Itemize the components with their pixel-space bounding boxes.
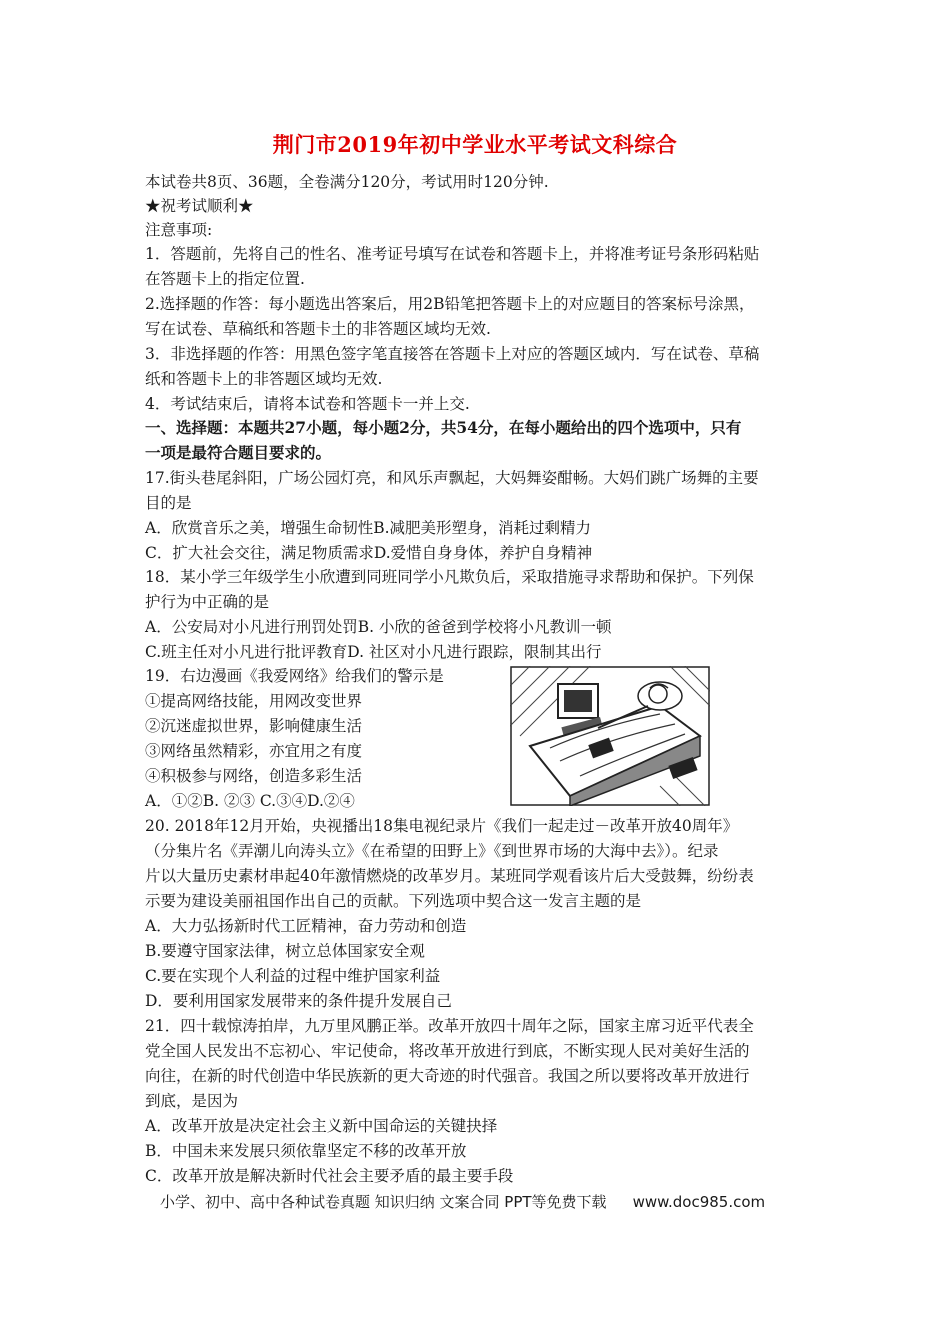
question-21: 到底，是因为 — [145, 1092, 239, 1110]
section-heading: 一、选择题：本题共27小题，每小题2分，共54分，在每小题给出的四个选项中，只有 — [145, 418, 742, 437]
q18-option: C.班主任对小凡进行批评教育D. 社区对小凡进行跟踪，限制其出行 — [145, 643, 602, 661]
q21-option: C．改革开放是解决新时代社会主要矛盾的最主要手段 — [145, 1167, 514, 1185]
question-19: 19．右边漫画《我爱网络》给我们的警示是 — [145, 667, 444, 685]
question-21: 党全国人民发出不忘初心、牢记使命，将改革开放进行到底，不断实现人民对美好生活的 — [145, 1042, 750, 1060]
question-21: 21．四十载惊涛拍岸，九万里风鹏正举。改革开放四十周年之际，国家主席习近平代表全 — [145, 1017, 754, 1035]
note-line: 2.选择题的作答：每小题选出答案后，用2B铅笔把答题卡上的对应题目的答案标号涂黑， — [145, 295, 755, 313]
question-18: 18．某小学三年级学生小欣遭到同班同学小凡欺负后，采取措施寻求帮助和保护。下列保 — [145, 568, 754, 586]
question-18: 护行为中正确的是 — [145, 593, 270, 611]
q20-option: C.要在实现个人利益的过程中维护国家利益 — [145, 967, 441, 985]
note-line: 3．非选择题的作答：用黑色签字笔直接答在答题卡上对应的答题区域内．写在试卷、草稿 — [145, 345, 760, 363]
q17-option: A．欣赏音乐之美，增强生命韧性B.减肥美形塑身，消耗过剩精力 — [145, 519, 592, 537]
footer-text: 小学、初中、高中各种试卷真题 知识归纳 文案合同 PPT等免费下载 — [160, 1193, 607, 1211]
question-20: 20. 2018年12月开始，央视播出18集电视纪录片《我们一起走过－改革开放40周年》 — [145, 817, 739, 835]
note-line: 在答题卡上的指定位置. — [145, 270, 305, 288]
note-line: 纸和答题卡上的非答题区域均无效. — [145, 370, 383, 388]
cartoon-illustration — [510, 666, 710, 806]
exam-info: 本试卷共8页、36题，全卷满分120分，考试用时120分钟. — [145, 173, 549, 191]
q21-option: A．改革开放是决定社会主义新中国命运的关键抉择 — [145, 1117, 498, 1135]
question-20: 片以大量历史素材串起40年激情燃烧的改革岁月。某班同学观看该片后大受鼓舞，纷纷表 — [145, 867, 754, 885]
q19-statement: ②沉迷虚拟世界，影响健康生活 — [145, 717, 363, 735]
q17-option: C．扩大社会交往，满足物质需求D.爱惜自身身体，养护自身精神 — [145, 544, 593, 562]
note-line: 1．答题前，先将自己的性名、准考证号填写在试卷和答题卡上，并将准考证号条形码粘贴 — [145, 245, 760, 263]
question-20: 示要为建设美丽祖国作出自己的贡献。下列选项中契合这一发言主题的是 — [145, 892, 642, 910]
q19-statement: ④积极参与网络，创造多彩生活 — [145, 767, 363, 785]
question-20: （分集片名《弄潮儿向涛头立》《在希望的田野上》《到世界市场的大海中去》）。纪录 — [145, 842, 719, 860]
q18-option: A．公安局对小凡进行刑罚处罚B. 小欣的爸爸到学校将小凡教训一顿 — [145, 618, 612, 636]
question-17: 17.街头巷尾斜阳，广场公园灯亮，和风乐声飘起，大妈舞姿酣畅。大妈们跳广场舞的主要 — [145, 469, 759, 487]
q20-option: B.要遵守国家法律，树立总体国家安全观 — [145, 942, 425, 960]
page-title: 荆门市2019年初中学业水平考试文科综合 — [272, 132, 678, 157]
q19-statement: ③网络虽然精彩，亦宜用之有度 — [145, 742, 363, 760]
good-luck: ★祝考试顺利★ — [145, 197, 254, 215]
question-21: 向往，在新的时代创造中华民族新的更大奇迹的时代强音。我国之所以要将改革开放进行 — [145, 1067, 750, 1085]
q19-options: A．①②B. ②③ C.③④D.②④ — [145, 792, 355, 810]
q20-option: D．要利用国家发展带来的条件提升发展自己 — [145, 992, 452, 1010]
q20-option: A．大力弘扬新时代工匠精神，奋力劳动和创造 — [145, 917, 467, 935]
question-17: 目的是 — [145, 494, 192, 512]
q19-statement: ①提高网络技能，用网改变世界 — [145, 692, 363, 710]
note-line: 4．考试结束后，请将本试卷和答题卡一并上交. — [145, 395, 470, 413]
footer-url[interactable]: www.doc985.com — [632, 1193, 766, 1211]
section-heading: 一项是最符合题目要求的。 — [145, 443, 332, 462]
footer — [160, 1191, 765, 1212]
note-line: 写在试卷、草稿纸和答题卡土的非答题区域均无效. — [145, 320, 491, 338]
notes-heading: 注意事项: — [145, 221, 213, 239]
q21-option: B．中国未来发展只须依靠坚定不移的改革开放 — [145, 1142, 467, 1160]
